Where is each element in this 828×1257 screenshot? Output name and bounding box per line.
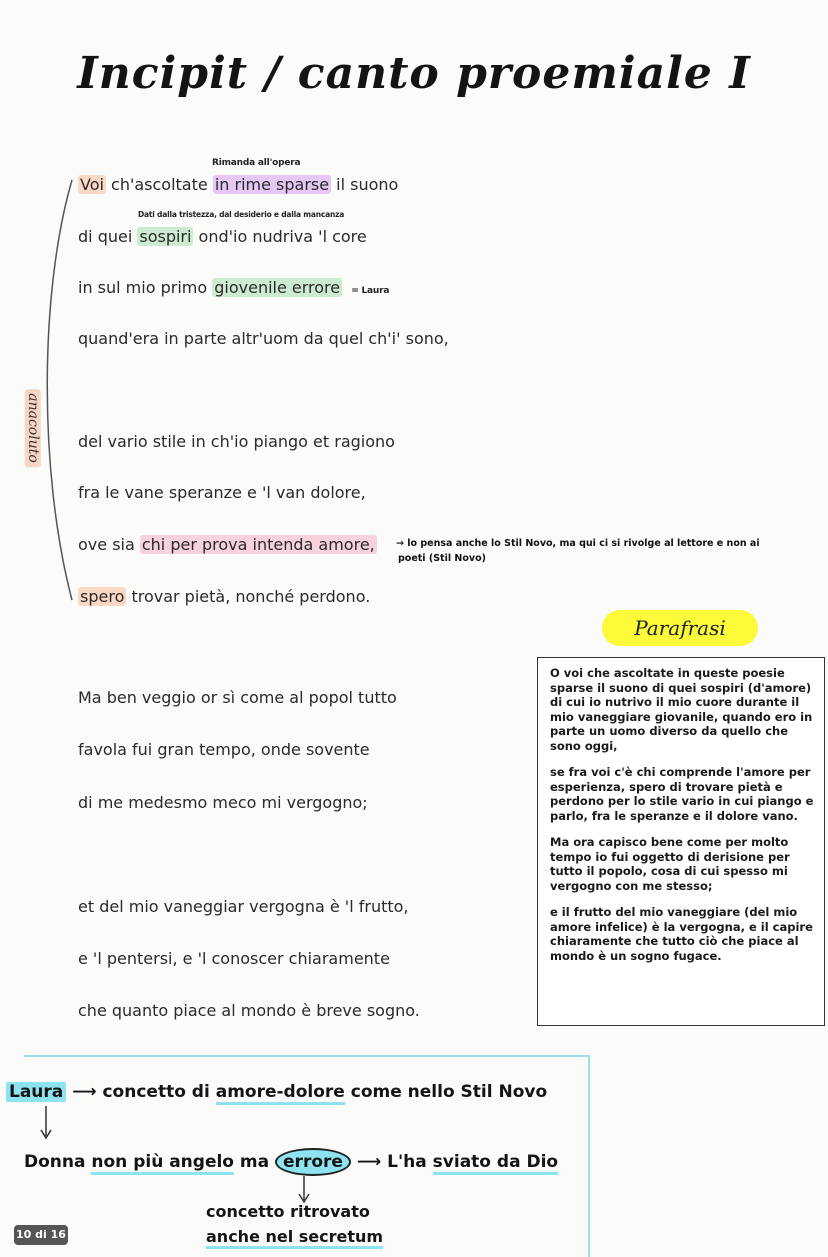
parafrasi-p1: O voi che ascoltate in queste poesie sparse il suono di quei sospiri (d'amore) di cui io nutrivo il mio cuore durante il mio vaneggiare giovanile, quando ero in parte un uomo diverso da quello che sono oggi, — [550, 666, 813, 753]
verse-1-voi: Voi — [80, 175, 104, 194]
verse-6: fra le vane speranze e 'l van dolore, — [78, 483, 366, 502]
concept-errore: errore — [275, 1148, 351, 1176]
concept-row-1: Laura ⟶ concetto di amore-dolore come nello Stil Novo — [6, 1082, 547, 1102]
note-laura: = Laura — [351, 286, 390, 296]
note-stilnovo-1: → lo pensa anche lo Stil Novo, ma qui ci si rivolge al lettore e non ai — [396, 538, 760, 549]
verse-3-errore: giovenile errore — [214, 278, 341, 297]
verse-3: in sul mio primo giovenile errore = Laura — [78, 278, 390, 297]
note-stilnovo-2: poeti (Stil Novo) — [398, 553, 486, 564]
arrow-right-icon: ⟶ — [356, 1152, 382, 1172]
page-title: Incipit / canto proemiale I — [77, 48, 751, 99]
verse-4: quand'era in parte altr'uom da quel ch'i' sono, — [78, 329, 449, 348]
parafrasi-box — [537, 657, 825, 1026]
concept-secretum-2: anche nel secretum — [206, 1227, 383, 1246]
verse-7-highlight: chi per prova intenda amore, — [141, 535, 375, 554]
verse-5: del vario stile in ch'io piango et ragiono — [78, 432, 395, 451]
verse-7: ove sia chi per prova intenda amore, — [78, 535, 375, 554]
verse-9: Ma ben veggio or sì come al popol tutto — [78, 688, 397, 707]
parafrasi-title: Parafrasi — [602, 610, 758, 646]
verse-1-rime: in rime sparse — [214, 175, 330, 194]
verse-8-spero: spero — [80, 587, 125, 606]
verse-14: che quanto piace al mondo è breve sogno. — [78, 1001, 420, 1020]
concept-amore-dolore: amore-dolore — [216, 1082, 345, 1105]
arrow-down-icon — [38, 1106, 54, 1142]
concept-row-2: Donna non più angelo ma errore ⟶ L'ha sviato da Dio — [24, 1152, 558, 1172]
concept-secretum-1: concetto ritrovato — [206, 1202, 370, 1221]
parafrasi-p2: se fra voi c'è chi comprende l'amore per esperienza, spero di trovare pietà e perdono per lo stile vario in cui piango e parlo, fra le speranze e il dolore vano. — [550, 765, 814, 823]
verse-13: e 'l pentersi, e 'l conoscer chiaramente — [78, 949, 390, 968]
arrow-right-icon: ⟶ — [72, 1082, 97, 1102]
side-label-anacoluto: anacoluto — [25, 389, 41, 467]
verse-8: spero trovar pietà, nonché perdono. — [80, 587, 371, 606]
verse-1: Voi ch'ascoltate in rime sparse il suono — [80, 175, 399, 194]
note-rimanda: Rimanda all'opera — [212, 158, 301, 168]
concept-sviato: sviato da Dio — [433, 1152, 558, 1175]
verse-2: di quei sospiri ond'io nudriva 'l core — [78, 227, 367, 246]
verse-12: et del mio vaneggiar vergogna è 'l frutto, — [78, 897, 409, 916]
verse-10: favola fui gran tempo, onde sovente — [78, 740, 370, 759]
verse-2-sospiri: sospiri — [139, 227, 192, 246]
parafrasi-p4: e il frutto del mio vaneggiare (del mio amore infelice) è la vergogna, e il capire chiaramente che tutto ciò che piace al mondo è un sogno fugace. — [550, 905, 813, 963]
concept-non-piu-angelo: non più angelo — [91, 1152, 234, 1175]
note-dati: Dati dalla tristezza, dal desiderio e dalla mancanza — [138, 210, 345, 219]
parafrasi-p3: Ma ora capisco bene come per molto tempo io fui oggetto di derisione per tutto il popolo, cosa di cui spesso mi vergogno con me stesso; — [550, 835, 790, 893]
verse-11: di me medesmo meco mi vergogno; — [78, 793, 368, 812]
page-indicator: 10 di 16 — [14, 1225, 68, 1245]
concept-laura: Laura — [6, 1082, 66, 1102]
